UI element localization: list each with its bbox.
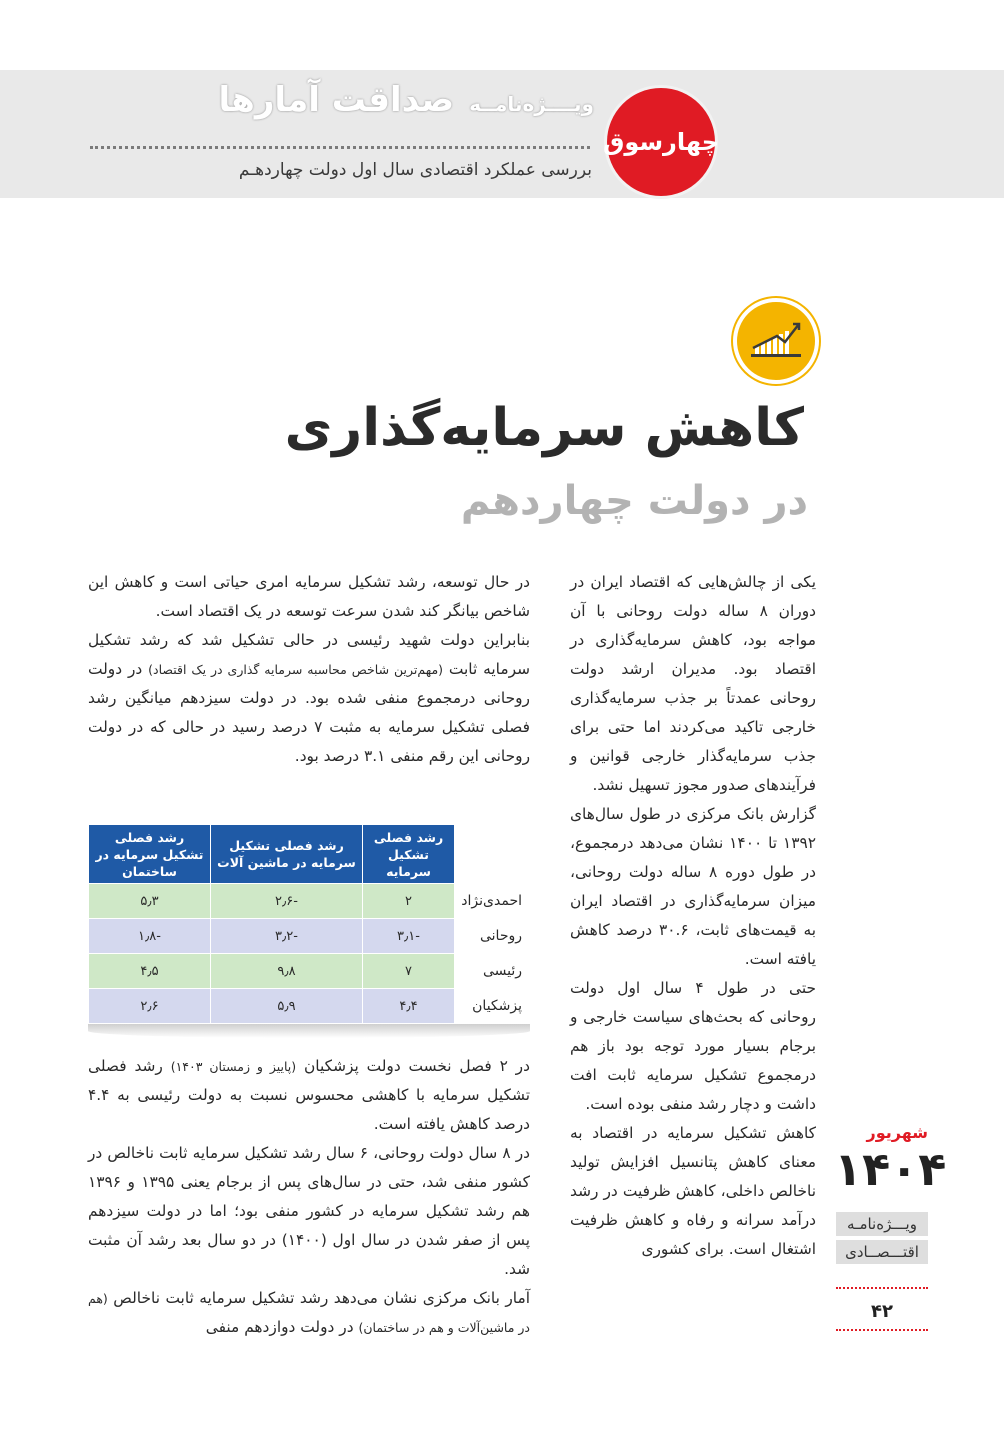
paragraph <box>88 1052 530 1139</box>
text-run: رشد فصلی تشکیل سرمایه با کاهشی محسوس نسبت به دولت رئیسی به ۴.۴ درصد کاهش یافته است. <box>88 1057 530 1133</box>
paragraph: در حال توسعه، رشد تشکیل سرمایه امری حیاتی است و کاهش این شاخص بیانگر کند شدن سرعت توسعه در یک اقتصاد است. <box>88 573 530 620</box>
header-subtitle: بررسی عملکرد اقتصادی سال اول دولت چهاردهـم <box>238 160 592 180</box>
right-column <box>570 568 816 1264</box>
logo-text: چهارسوق <box>602 128 720 156</box>
header-title <box>219 80 594 120</box>
table-row <box>89 884 531 919</box>
table-cell: -۳٫۲ <box>211 919 363 954</box>
table-cell: -۲٫۶ <box>211 884 363 919</box>
paragraph: یکی از چالش‌هایی که اقتصاد ایران در دوران ۸ ساله دولت روحانی با آن مواجه بود، کاهش سرمایه‌گذاری در اقتصاد بود. مدیران ارشد دولت روحانی عمدتاً بر جذب سرمایه‌گذاری خارجی تاکید می‌کردند اما حتی برای جذب سرمایه‌گذار خارجی قوانین و فرآیندهای صدور مجوز تسهیل نشد. <box>570 573 816 794</box>
text-run: در دولت روحانی درمجموع منفی شده بود. در دولت سیزدهم میانگین رشد فصلی تشکیل سرمایه به مثبت ۷ درصد رسید در حالی که در دولت روحانی این رقم منفی ۳.۱ درصد بود. <box>88 660 530 765</box>
article-subtitle: در دولت چهاردهم <box>460 478 808 524</box>
table-cell: ۴٫۵ <box>89 954 211 989</box>
row-label: احمدی‌نژاد <box>455 884 531 919</box>
table-row <box>89 919 531 954</box>
parenthetical: (هم در ماشین‌آلات و هم در ساختمان) <box>88 1291 530 1335</box>
page-number: ۴۲ <box>871 1301 893 1322</box>
table-header: رشد فصلی تشکیل سرمایه در ماشین آلات <box>211 825 363 884</box>
table-shadow <box>88 1024 530 1038</box>
text-run: آمار بانک مرکزی نشان می‌دهد رشد تشکیل سرمایه ثابت ناخالص <box>113 1289 530 1307</box>
header-title-big: صداقت آمارها <box>218 80 455 120</box>
header-divider <box>90 146 590 149</box>
paragraph <box>88 626 530 771</box>
table-cell: -۱٫۸ <box>89 919 211 954</box>
text-run: بنابراین دولت شهید رئیسی در حالی تشکیل شد که رشد تشکیل سرمایه ثابت <box>88 631 530 678</box>
sidebar-divider <box>836 1329 928 1331</box>
table-cell: ۴٫۴ <box>363 989 455 1024</box>
row-label: روحانی <box>455 919 531 954</box>
growth-table <box>88 824 531 1024</box>
text-run: در ۲ فصل نخست دولت پزشکیان <box>303 1057 530 1075</box>
table-header: رشد فصلی تشکیل سرمایه در ساختمان <box>89 825 211 884</box>
table-row <box>89 954 531 989</box>
parenthetical: (پاییز و زمستان ۱۴۰۳) <box>170 1059 297 1074</box>
table-cell: ۲ <box>363 884 455 919</box>
paragraph <box>88 1284 530 1342</box>
table-cell: ۷ <box>363 954 455 989</box>
table-corner <box>455 825 531 884</box>
article-title: کاهش سرمایه‌گذاری <box>284 398 804 458</box>
sidebar-divider <box>836 1287 928 1289</box>
paragraph: کاهش تشکیل سرمایه در اقتصاد به معنای کاهش پتانسیل افزایش تولید ناخالص داخلی، کاهش ظرفیت در رشد درآمد سرانه و رفاه و کاهش ظرفیت اشتغال است. برای کشوری <box>570 1124 816 1258</box>
table-row <box>89 989 531 1024</box>
paragraph: حتی در طول ۴ سال اول دولت روحانی که بحث‌های سیاست خارجی و برجام بسیار مورد توجه بود باز هم درمجموع تشکیل سرمایه ثابت افت داشت و دچار رشد منفی بوده است. <box>570 979 816 1113</box>
table-header-row <box>89 825 531 884</box>
table-cell: ۵٫۳ <box>89 884 211 919</box>
bar-chart-icon <box>733 298 819 384</box>
table-cell: ۵٫۹ <box>211 989 363 1024</box>
text-run: در دولت دوازدهم منفی <box>205 1318 354 1336</box>
header-title-small: ویــــژه‌نامــه <box>469 92 594 116</box>
parenthetical: (مهم‌ترین شاخص محاسبه سرمایه گذاری در یک اقتصاد) <box>148 662 444 677</box>
issue-year: ۱۴۰۴ <box>834 1142 947 1196</box>
row-label: پزشکیان <box>455 989 531 1024</box>
row-label: رئیسی <box>455 954 531 989</box>
table-header: رشد فصلی تشکیل سرمایه <box>363 825 455 884</box>
left-column-top <box>88 568 530 771</box>
table-cell: -۳٫۱ <box>363 919 455 954</box>
issue-label-special: ویـــژه‌نامـه <box>836 1212 928 1236</box>
table-cell: ۹٫۸ <box>211 954 363 989</box>
magazine-logo <box>602 88 720 196</box>
issue-month: شهریور <box>866 1123 928 1142</box>
issue-label-economic: اقتـــصــادی <box>836 1240 928 1264</box>
paragraph: گزارش بانک مرکزی در طول سال‌های ۱۳۹۲ تا ۱۴۰۰ نشان می‌دهد درمجموع، در طول دوره ۸ ساله دولت روحانی، میزان سرمایه‌گذاری در اقتصاد ایران به قیمت‌های ثابت، ۳۰.۶ درصد کاهش یافته است. <box>570 805 816 968</box>
table-cell: ۲٫۶ <box>89 989 211 1024</box>
left-column-bottom <box>88 1052 530 1342</box>
paragraph: در ۸ سال دولت روحانی، ۶ سال رشد تشکیل سرمایه ثابت ناخالص در کشور منفی شد، حتی در سال‌های پس از برجام یعنی ۱۳۹۵ و ۱۳۹۶ هم رشد تشکیل سرمایه در کشور منفی بود؛ اما در دولت سیزدهم پس از صفر شدن در سال اول (۱۴۰۰) در دو سال بعد رشد آن مثبت شد. <box>88 1144 530 1278</box>
